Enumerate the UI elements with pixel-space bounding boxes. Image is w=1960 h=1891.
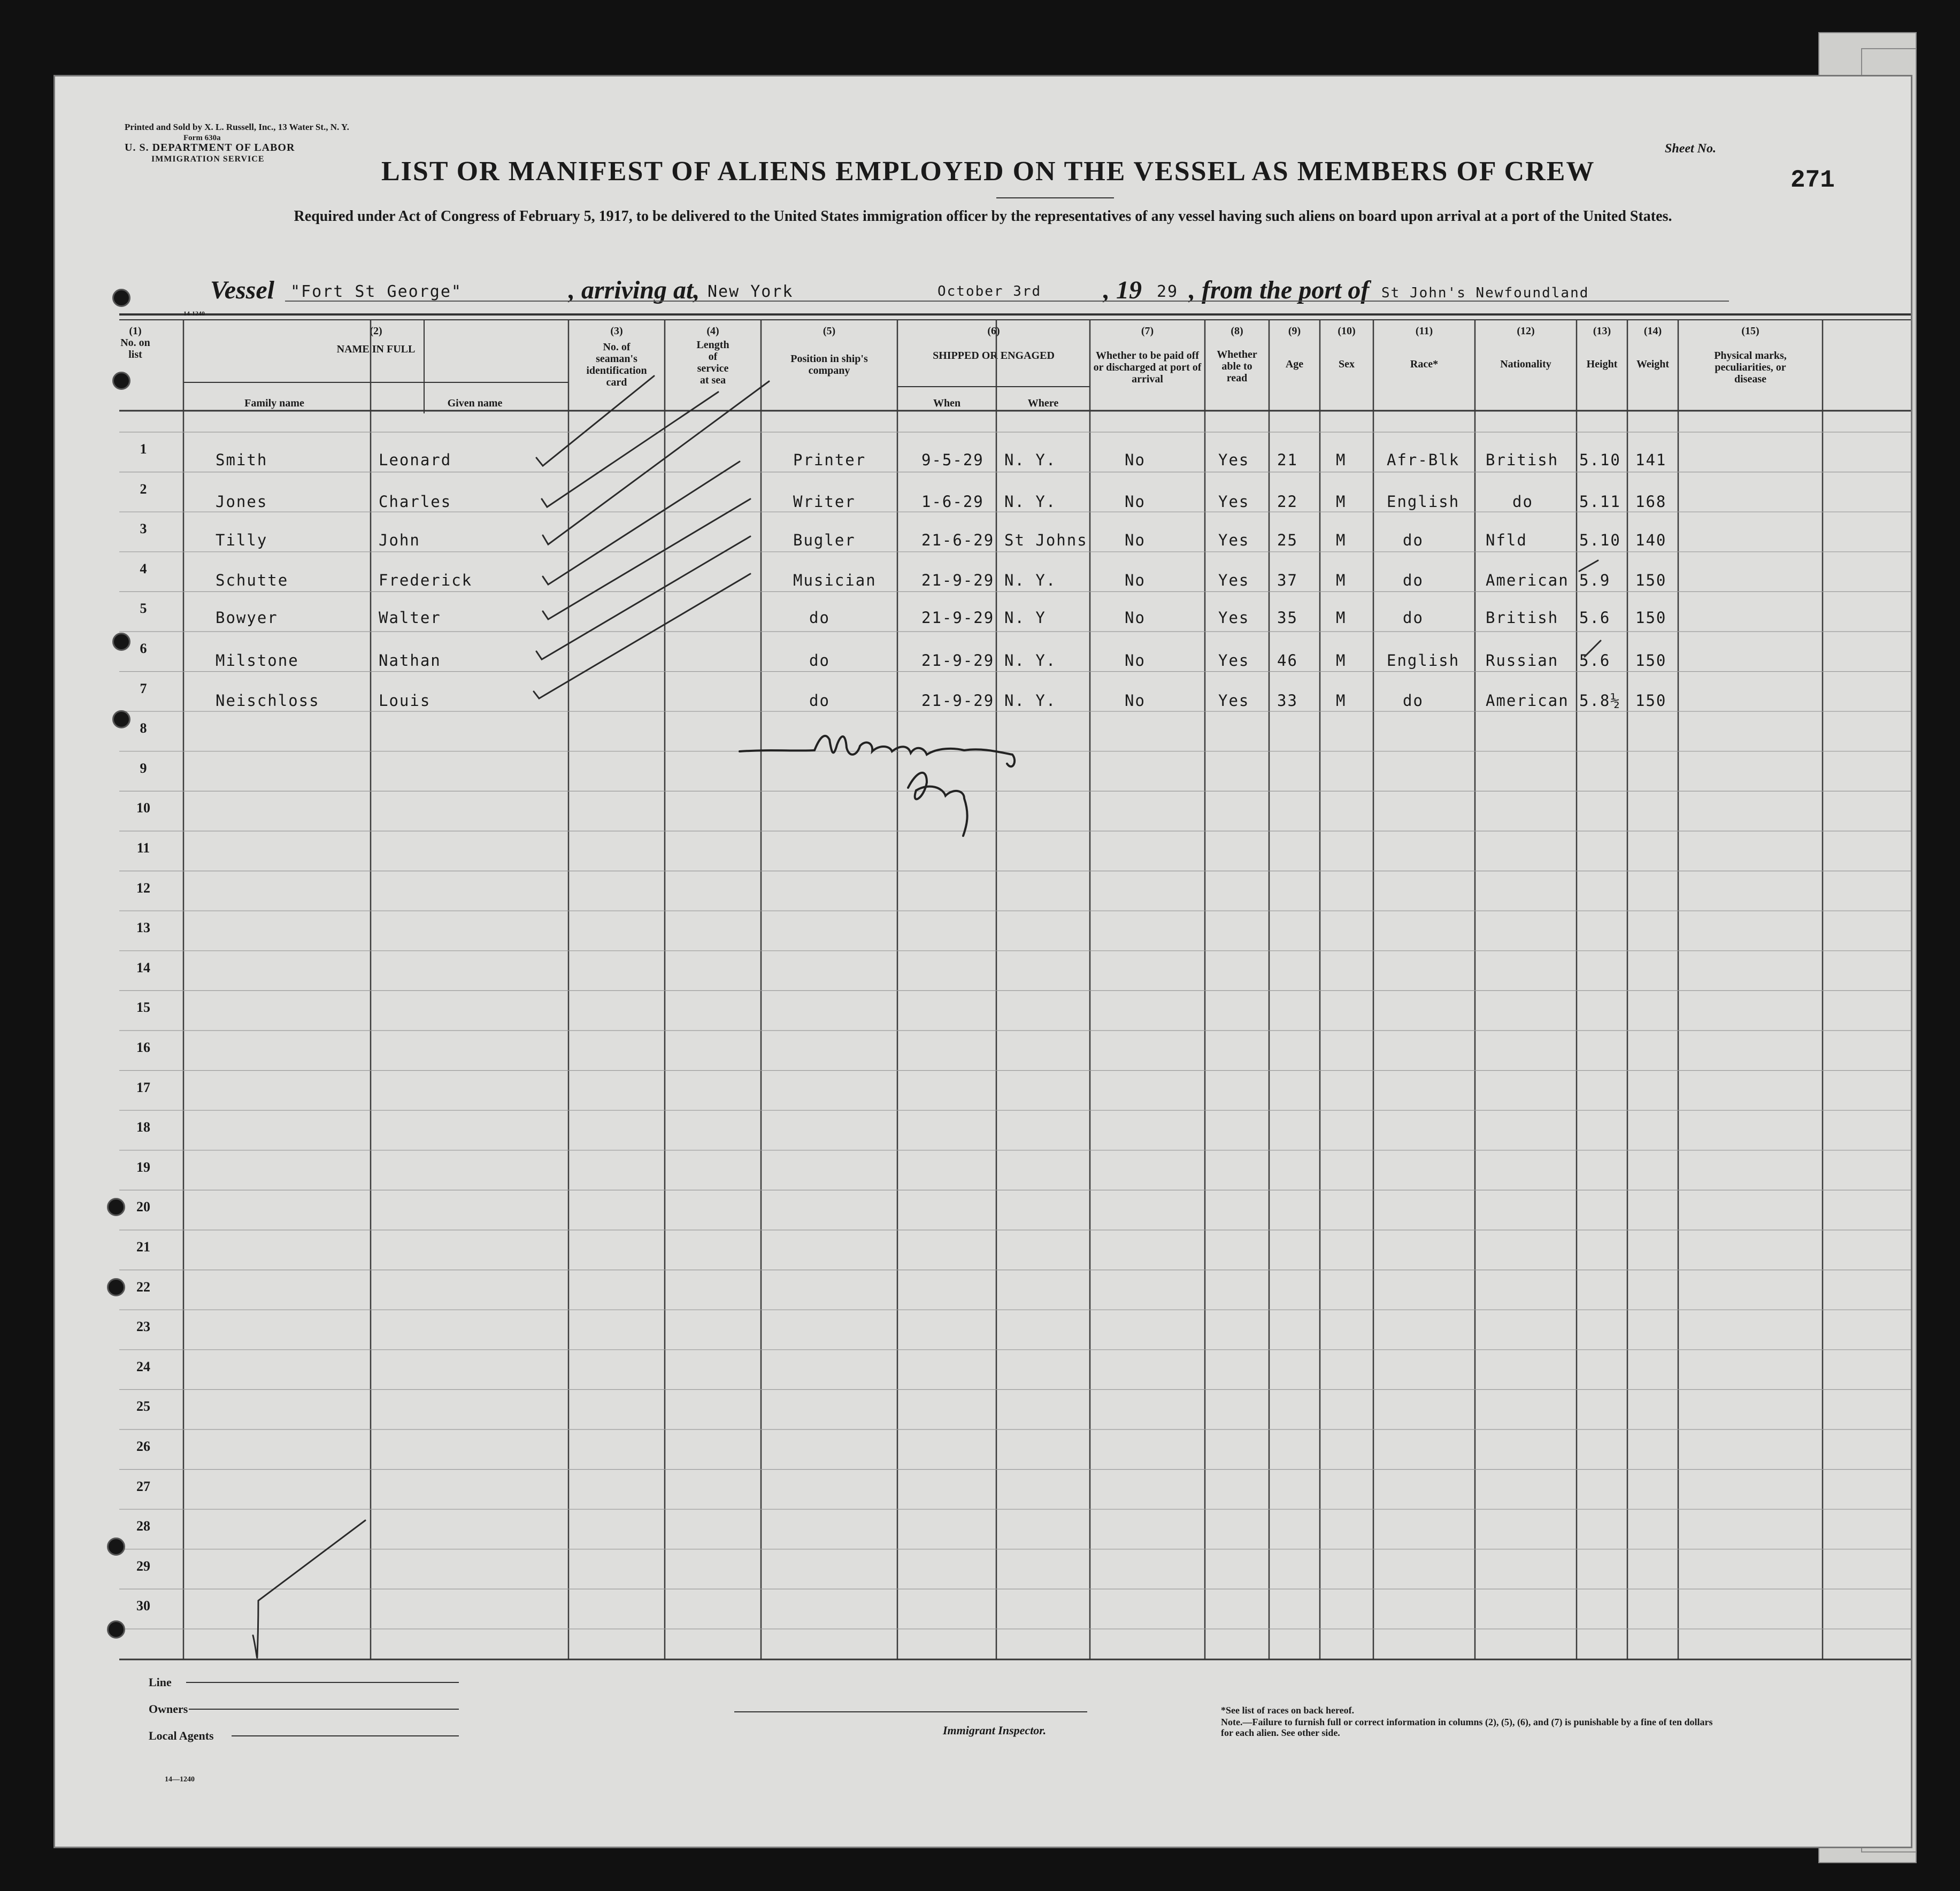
row-number: 6	[140, 641, 147, 656]
given-name-cell: Louis	[379, 691, 431, 710]
shipped-where-cell: N. Y.	[1004, 691, 1057, 710]
position-cell: do	[809, 609, 830, 627]
age-cell: 25	[1277, 531, 1298, 549]
col3-header: (3) No. of seaman's identification card	[586, 325, 647, 388]
paid-off-cell: No	[1125, 691, 1146, 710]
able-to-read-cell: Yes	[1218, 609, 1250, 627]
height-cell: 5.6	[1579, 651, 1611, 670]
shipped-when-cell: 21-6-29	[921, 531, 995, 549]
family-name-cell: Smith	[216, 451, 268, 469]
sex-cell: M	[1336, 571, 1347, 589]
shipped-when-cell: 1-6-29	[921, 493, 984, 511]
col12-header: (12) Nationality	[1500, 325, 1551, 370]
race-cell: English	[1387, 651, 1460, 670]
nationality-cell: American	[1486, 571, 1569, 589]
able-to-read-cell: Yes	[1218, 451, 1250, 469]
col5-header: (5) Position in ship's company	[790, 325, 868, 376]
height-cell: 5.9	[1579, 571, 1611, 589]
family-name-cell: Bowyer	[216, 609, 278, 627]
row-number: 14	[136, 959, 150, 975]
year-prefix: , 19	[1103, 276, 1142, 304]
weight-cell: 140	[1635, 531, 1667, 549]
row-number: 17	[136, 1079, 150, 1095]
shipped-where-cell: N. Y.	[1004, 651, 1057, 670]
able-to-read-cell: Yes	[1218, 531, 1250, 549]
sheet-number: 271	[1790, 166, 1835, 194]
service-name: IMMIGRATION SERVICE	[151, 155, 265, 164]
shipped-when-cell: 21-9-29	[921, 571, 995, 589]
owners-label: Owners	[149, 1702, 188, 1716]
row-number: 9	[140, 760, 147, 776]
when-header: When	[933, 397, 961, 409]
weight-cell: 168	[1635, 493, 1667, 511]
paid-off-cell: No	[1125, 609, 1146, 627]
footer-form-code: 14—1240	[165, 1775, 195, 1784]
shipped-when-cell: 21-9-29	[921, 609, 995, 627]
col7-header: (7) Whether to be paid off or discharged at port of arrival	[1093, 325, 1202, 385]
row-number: 26	[136, 1439, 150, 1454]
race-cell: English	[1387, 493, 1460, 511]
arrival-date: October 3rd	[937, 283, 1042, 299]
family-name-cell: Neischloss	[216, 691, 320, 710]
col2-header: (2) NAME IN FULL	[336, 325, 416, 355]
height-cell: 5.10	[1579, 531, 1621, 549]
nationality-cell: American	[1486, 691, 1569, 710]
shipped-where-cell: N. Y.	[1004, 571, 1057, 589]
vessel-label: Vessel	[210, 276, 274, 304]
binder-hole	[107, 1538, 125, 1556]
col9-header: (9) Age	[1285, 325, 1304, 370]
able-to-read-cell: Yes	[1218, 493, 1250, 511]
height-cell: 5.6	[1579, 609, 1611, 627]
header-form-code: 14-1240	[183, 310, 205, 317]
printer-line: Printed and Sold by X. L. Russell, Inc., 13 Water St., N. Y.	[125, 122, 349, 132]
col15-header: (15) Physical marks, peculiarities, or disease	[1714, 325, 1787, 385]
position-cell: Bugler	[793, 531, 856, 549]
row-number: 27	[136, 1478, 150, 1494]
col11-header: (11) Race*	[1410, 325, 1439, 370]
given-name-cell: John	[379, 531, 420, 549]
col8-header: (8) Whether able to read	[1217, 325, 1257, 384]
col1-header: (1) No. on list	[120, 325, 150, 360]
race-cell: do	[1403, 691, 1424, 710]
race-cell: do	[1403, 531, 1424, 549]
sex-cell: M	[1336, 531, 1347, 549]
nationality-cell: do	[1512, 493, 1533, 511]
arrival-year: 29	[1157, 282, 1179, 301]
able-to-read-cell: Yes	[1218, 691, 1250, 710]
row-number: 1	[140, 441, 147, 457]
given-name-cell: Frederick	[379, 571, 473, 589]
weight-cell: 150	[1635, 691, 1667, 710]
family-name-cell: Schutte	[216, 571, 289, 589]
nationality-cell: Russian	[1486, 651, 1559, 670]
row-number: 15	[136, 1000, 150, 1016]
sex-cell: M	[1336, 451, 1347, 469]
paid-off-cell: No	[1125, 451, 1146, 469]
position-cell: Musician	[793, 571, 877, 589]
shipped-where-cell: N. Y.	[1004, 493, 1057, 511]
row-number: 25	[136, 1398, 150, 1415]
weight-cell: 150	[1635, 651, 1667, 670]
given-name-header: Given name	[447, 397, 503, 409]
race-cell: do	[1403, 609, 1424, 627]
family-name-cell: Milstone	[216, 651, 299, 670]
given-name-cell: Nathan	[379, 651, 441, 670]
penalty-note: Note.—Failure to furnish full or correct information in columns (2), (5), (6), and (7) is punishable by a fine of ten dollars for each alien. See other side.	[1221, 1717, 1713, 1738]
row-number: 2	[140, 481, 147, 497]
able-to-read-cell: Yes	[1218, 651, 1250, 670]
manifest-sheet	[53, 75, 1912, 1848]
departure-port: St John's Newfoundland	[1381, 285, 1589, 301]
height-cell: 5.11	[1579, 493, 1621, 511]
sex-cell: M	[1336, 651, 1347, 670]
sex-cell: M	[1336, 691, 1347, 710]
position-cell: do	[809, 691, 830, 710]
line-label: Line	[149, 1675, 172, 1689]
paid-off-cell: No	[1125, 531, 1146, 549]
subtitle: Required under Act of Congress of February 5, 1917, to be delivered to the United States immigration officer by the representatives of any vessel having such aliens on board upon arrival at a port of the United States.	[294, 208, 1672, 225]
weight-cell: 150	[1635, 571, 1667, 589]
shipped-where-cell: N. Y	[1004, 609, 1046, 627]
department-name: U. S. DEPARTMENT OF LABOR	[125, 142, 295, 153]
sex-cell: M	[1336, 609, 1347, 627]
form-number: Form 630a	[183, 134, 221, 142]
paid-off-cell: No	[1125, 493, 1146, 511]
row-number: 5	[140, 601, 147, 617]
row-number: 4	[140, 560, 147, 576]
row-number: 22	[136, 1279, 150, 1295]
family-name-cell: Jones	[216, 493, 268, 511]
row-number: 23	[136, 1319, 150, 1335]
row-number: 10	[136, 800, 150, 816]
row-number: 8	[140, 720, 147, 736]
page-title: LIST OR MANIFEST OF ALIENS EMPLOYED ON THE VESSEL AS MEMBERS OF CREW	[381, 156, 1595, 187]
where-header: Where	[1027, 397, 1059, 409]
ruled-grid	[55, 76, 1911, 1847]
arriving-port: New York	[708, 282, 794, 301]
paid-off-cell: No	[1125, 651, 1146, 670]
age-cell: 46	[1277, 651, 1298, 670]
binder-hole	[112, 710, 130, 728]
shipped-when-cell: 21-9-29	[921, 691, 995, 710]
given-name-cell: Leonard	[379, 451, 452, 469]
row-number: 7	[140, 680, 147, 696]
row-number: 20	[136, 1199, 150, 1215]
signature-text	[745, 734, 749, 735]
family-name-header: Family name	[244, 397, 304, 409]
age-cell: 21	[1277, 451, 1298, 469]
weight-cell: 141	[1635, 451, 1667, 469]
col6-header: (6) SHIPPED OR ENGAGED	[933, 325, 1055, 362]
row-number: 16	[136, 1040, 150, 1055]
age-cell: 35	[1277, 609, 1298, 627]
nationality-cell: British	[1486, 609, 1559, 627]
inspector-label: Immigrant Inspector.	[943, 1724, 1047, 1737]
binder-hole	[107, 1620, 125, 1639]
height-cell: 5.10	[1579, 451, 1621, 469]
height-cell: 5.8½	[1579, 691, 1621, 710]
weight-cell: 150	[1635, 609, 1667, 627]
row-number: 30	[136, 1598, 150, 1614]
row-number: 19	[136, 1159, 150, 1175]
shipped-where-cell: St Johns	[1004, 531, 1088, 549]
binder-hole	[112, 372, 130, 390]
nationality-cell: Nfld	[1486, 531, 1527, 549]
position-cell: do	[809, 651, 830, 670]
paid-off-cell: No	[1125, 571, 1146, 589]
nationality-cell: British	[1486, 451, 1559, 469]
race-cell: Afr-Blk	[1387, 451, 1460, 469]
row-number: 21	[136, 1239, 150, 1255]
row-number: 11	[136, 840, 150, 856]
col10-header: (10) Sex	[1338, 325, 1356, 370]
row-number: 13	[136, 920, 150, 936]
sheet-label: Sheet No.	[1665, 142, 1716, 156]
given-name-cell: Charles	[379, 493, 452, 511]
binder-hole	[112, 289, 130, 307]
local-agents-label: Local Agents	[149, 1729, 214, 1742]
col13-header: (13) Height	[1586, 325, 1618, 370]
col14-header: (14) Weight	[1636, 325, 1670, 370]
shipped-where-cell: N. Y.	[1004, 451, 1057, 469]
races-note: *See list of races on back hereof.	[1221, 1705, 1355, 1716]
position-cell: Writer	[793, 493, 856, 511]
binder-hole	[107, 1278, 125, 1296]
family-name-cell: Tilly	[216, 531, 268, 549]
age-cell: 33	[1277, 691, 1298, 710]
row-number: 28	[136, 1518, 150, 1534]
age-cell: 22	[1277, 493, 1298, 511]
age-cell: 37	[1277, 571, 1298, 589]
arriving-label: , arriving at,	[568, 276, 700, 304]
vessel-name: "Fort St George"	[290, 282, 462, 301]
sex-cell: M	[1336, 493, 1347, 511]
given-name-cell: Walter	[379, 609, 441, 627]
row-number: 12	[136, 880, 150, 896]
row-number: 3	[140, 521, 147, 537]
row-number: 24	[136, 1358, 150, 1374]
row-number: 18	[136, 1119, 150, 1135]
binder-hole	[112, 633, 130, 651]
row-number: 29	[136, 1558, 150, 1574]
shipped-when-cell: 21-9-29	[921, 651, 995, 670]
shipped-when-cell: 9-5-29	[921, 451, 984, 469]
position-cell: Printer	[793, 451, 866, 469]
col4-header: (4) Length of service at sea	[696, 325, 729, 386]
race-cell: do	[1403, 571, 1424, 589]
from-port-label: , from the port of	[1189, 276, 1370, 304]
able-to-read-cell: Yes	[1218, 571, 1250, 589]
binder-hole	[107, 1198, 125, 1216]
